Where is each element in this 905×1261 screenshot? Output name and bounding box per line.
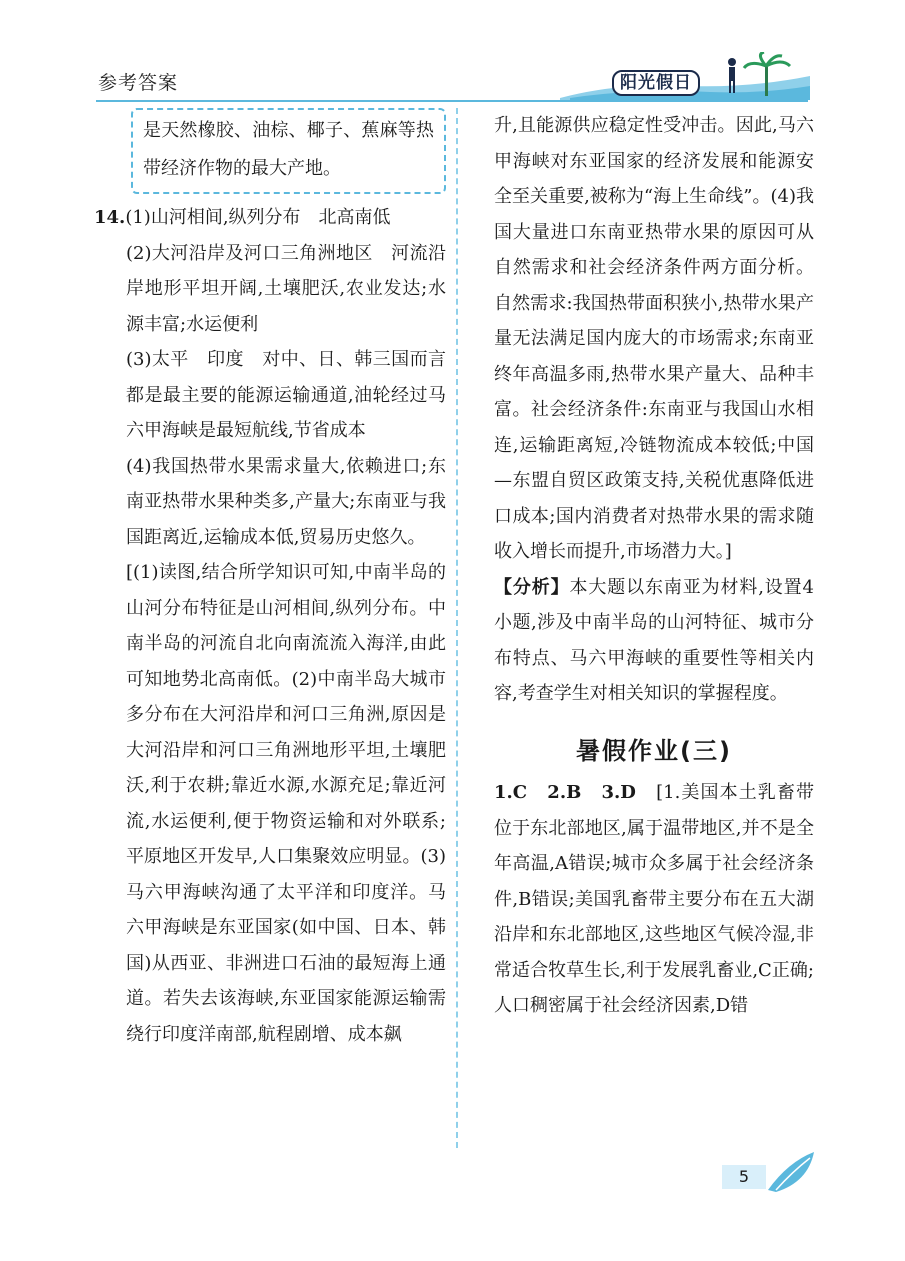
header-divider: [96, 100, 808, 102]
answers-prefix: 1.C 2.B 3.D: [494, 782, 657, 803]
q14-part4: (4)我国热带水果需求量大,依赖进口;东南亚热带水果种类多,产量大;东南亚与我国距离近,运输成本低,贸易历史悠久。: [126, 455, 446, 548]
answers-text: [1.美国本土乳畜带位于东北部地区,属于温带地区,并不是全年高温,A错误;城市众多属于社会经济条件,B错误;美国乳畜带主要分布在五大湖沿岸和东北部地区,这些地区气候冷湿,非常适合牧草生长,利于发展乳畜业,C正确;人口稠密属于社会经济因素,D错: [494, 782, 814, 1016]
analysis-label: 【分析】: [494, 576, 570, 598]
q14-number: 14.: [94, 207, 126, 228]
brand-title: 阳光假日: [612, 70, 700, 96]
page-number: 5: [722, 1165, 766, 1189]
right-column: [494, 108, 814, 1024]
q14-part1-text: (1)山河相间,纵列分布 北高南低: [125, 207, 391, 228]
q14-part3: (3)太平 印度 对中、日、韩三国而言都是最主要的能源运输通道,油轮经过马六甲海峡是最短航线,节省成本: [126, 349, 446, 441]
analysis: [494, 570, 814, 712]
answers: [494, 775, 814, 1024]
q14-part1: [94, 200, 446, 236]
answer-box: [131, 108, 446, 194]
header-section-label: 参考答案: [98, 72, 179, 94]
left-column: [94, 108, 446, 1052]
q14-explanation: [(1)读图,结合所学知识可知,中南半岛的山河分布特征是山河相间,纵列分布。中南半岛的河流自北向南流流入海洋,由此可知地势北高南低。(2)中南半岛大城市多分布在大河沿岸和河口三角洲,原因是大河沿岸和河口三角洲地形平坦,土壤肥沃,利于农耕;靠近水源,水源充足;靠近河流,水运便利,便于物资运输和对外联系;平原地区开发早,人口集聚效应明显。(3)马六甲海峡沟通了太平洋和印度洋。马六甲海峡是东亚国家(如中国、日本、韩国)从西亚、非洲进口石油的最短海上通道。若失去该海峡,东亚国家能源运输需绕行印度洋南部,航程剧增、成本飙: [126, 562, 446, 1045]
box-text: 是天然橡胶、油棕、椰子、蕉麻等热带经济作物的最大产地。: [143, 120, 434, 179]
analysis-text: 本大题以东南亚为材料,设置4小题,涉及中南半岛的山河特征、城市分布特点、马六甲海峡的重要性等相关内容,考查学生对相关知识的掌握程度。: [494, 576, 814, 704]
column-divider: [456, 108, 458, 1148]
section-title: 暑假作业(三): [576, 736, 732, 765]
q14-explanation-cont: 升,且能源供应稳定性受冲击。因此,马六甲海峡对东亚国家的经济发展和能源安全至关重要,被称为“海上生命线”。(4)我国大量进口东南亚热带水果的原因可从自然需求和社会经济条件两方面分析。自然需求:我国热带面积狭小,热带水果产量无法满足国内庞大的市场需求;东南亚终年高温多雨,热带水果产量大、品种丰富。社会经济条件:东南亚与我国山水相连,运输距离短,冷链物流成本较低;中国—东盟自贸区政策支持,关税优惠降低进口成本;国内消费者对热带水果的需求随收入增长而提升,市场潜力大。]: [494, 115, 814, 562]
q14-part2: (2)大河沿岸及河口三角洲地区 河流沿岸地形平坦开阔,土壤肥沃,农业发达;水源丰富;水运便利: [126, 242, 446, 335]
